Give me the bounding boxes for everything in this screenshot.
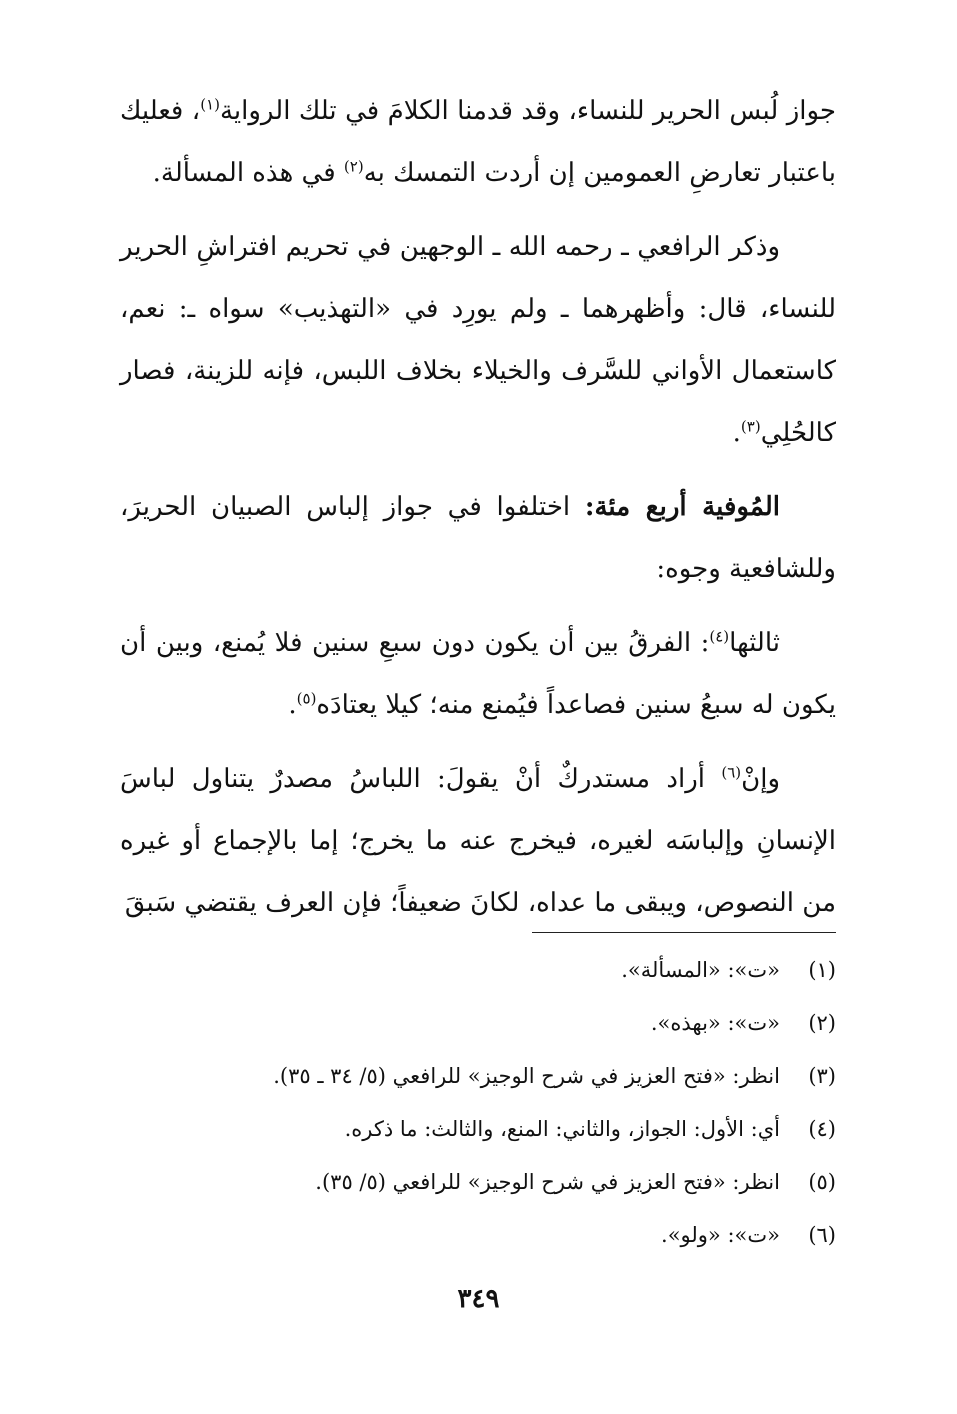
- footnote-3: [120, 1050, 836, 1103]
- footnote-text: انظر: «فتح العزيز في شرح الوجيز» للرافعي (٥/ ٣٥).: [315, 1170, 780, 1194]
- footnote-text: «ت»: «بهذه».: [650, 1011, 780, 1035]
- paragraph-5: [120, 748, 836, 934]
- footnote-6: [120, 1209, 836, 1262]
- footnote-number: (٥): [808, 1170, 836, 1194]
- footnote-number: (٣): [808, 1064, 836, 1088]
- footnote-ref-2: (٢): [343, 157, 364, 176]
- footnote-1: [120, 944, 836, 997]
- footnotes: [120, 944, 836, 1262]
- footnote-number: (٦): [808, 1223, 836, 1247]
- footnote-text: «ت»: «المسألة».: [621, 958, 780, 982]
- paragraph-4-text-a: ثالثها: [729, 628, 780, 658]
- footnote-number: (١): [808, 958, 836, 982]
- paragraph-1: [120, 80, 836, 204]
- footnote-number: (٢): [808, 1011, 836, 1035]
- paragraph-2: [120, 216, 836, 464]
- paragraph-4-text-c: .: [288, 690, 297, 720]
- footnote-ref-6: (٦): [721, 763, 742, 782]
- footnote-5: [120, 1156, 836, 1209]
- footnote-text: أي: الأول: الجواز، والثاني: المنع، والثالث: ما ذكره.: [344, 1117, 780, 1141]
- page-body: [120, 80, 836, 946]
- footnote-ref-1: (١): [200, 95, 220, 114]
- paragraph-3-text-a: اختلفوا في جواز إلباس الصبيان الحريرَ، وللشافعية وجوه:: [120, 492, 836, 584]
- paragraph-1-text-b: ، فعليك باعتبار تعارضِ العمومين إن أردت التمسك به: [120, 96, 836, 188]
- footnote-ref-3: (٣): [740, 417, 761, 436]
- footnote-ref-4: (٤): [709, 627, 730, 646]
- paragraph-4: [120, 612, 836, 736]
- paragraph-1-text-a: جواز لُبس الحرير للنساء، وقد قدمنا الكلامَ في تلك الرواية: [219, 96, 836, 126]
- paragraph-4-text-b: : الفرقُ بين أن يكون دون سبعِ سنين فلا يُمنع، وبين أن يكون له سبعُ سنين فصاعداً فيُمنع منه؛ كيلا يعتادَه: [120, 628, 836, 720]
- paragraph-5-text-b: أراد مستدركٌ أنْ يقولَ: اللباسُ مصدرٌ يتناول لباسَ الإنسانِ وإلباسَه لغيره، فيخرج عنه ما يخرج؛ إما بالإجماع أو غيره من النصوص، ويبقى ما عداه، لكانَ ضعيفاً؛ فإن العرف يقتضي سَبقَ: [120, 764, 836, 918]
- paragraph-2-text-b: .: [732, 418, 741, 448]
- footnote-4: [120, 1103, 836, 1156]
- footnote-text: انظر: «فتح العزيز في شرح الوجيز» للرافعي (٥/ ٣٤ ـ ٣٥).: [273, 1064, 780, 1088]
- section-lead: المُوفية أربع مئة:: [584, 492, 780, 522]
- footnote-number: (٤): [808, 1117, 836, 1141]
- page-number: ٣٤٩: [457, 1284, 500, 1314]
- paragraph-5-text-a: وإنْ: [741, 764, 780, 794]
- footnote-2: [120, 997, 836, 1050]
- footnote-text: «ت»: «ولو».: [661, 1223, 780, 1247]
- footnote-ref-5: (٥): [296, 689, 317, 708]
- paragraph-1-text-c: في هذه المسألة.: [152, 158, 344, 188]
- paragraph-2-text-a: وذكر الرافعي ـ رحمه الله ـ الوجهين في تحريم افتراشِ الحرير للنساء، قال: وأظهرهما ـ ولم يورِد في «التهذيب» سواه ـ: نعم، كاستعمال الأواني للسَّرف والخيلاء بخلاف اللبس، فإنه للزينة، فصار كالحُلِي: [120, 232, 837, 448]
- footnote-divider: [532, 932, 836, 933]
- paragraph-3: [120, 476, 836, 600]
